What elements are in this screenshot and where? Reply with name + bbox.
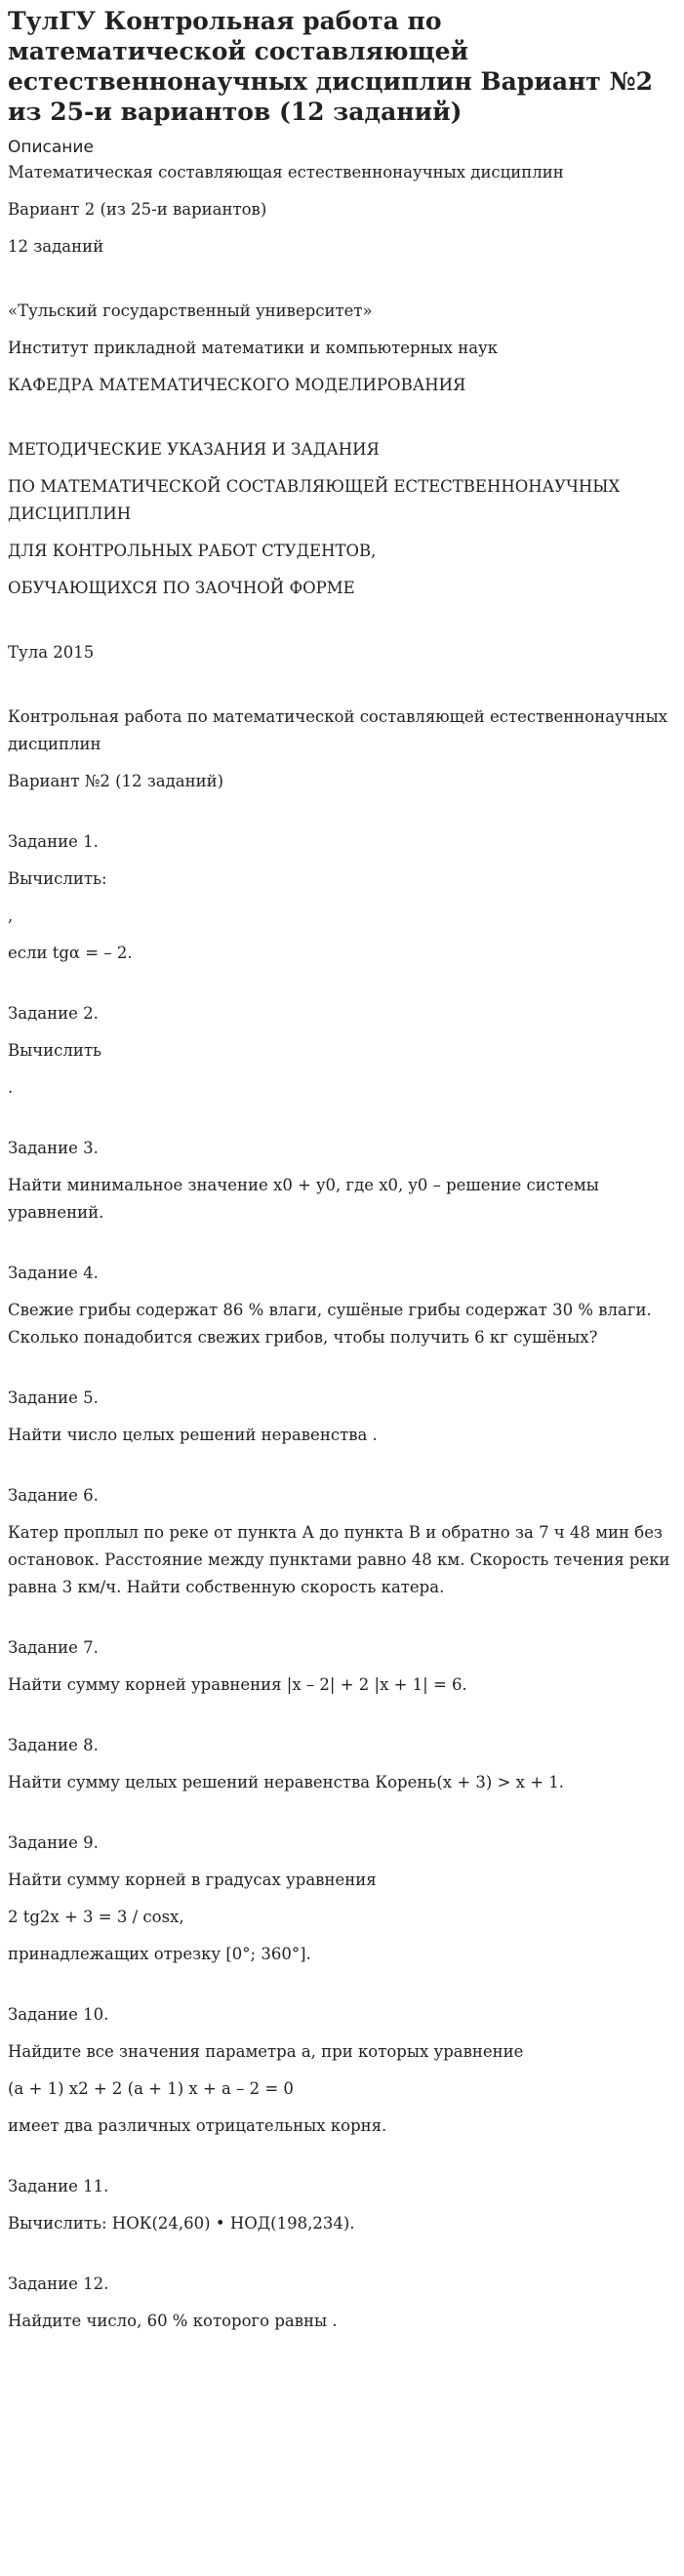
task-section (8, 1634, 676, 1699)
task-text: Найти сумму целых решений неравенства Корень(x + 3) > x + 1. (8, 1773, 565, 1791)
task-heading: Задание 10. (8, 2005, 109, 2024)
task-section (8, 1135, 676, 1227)
task-section (8, 1732, 676, 1796)
task-heading: Задание 9. (8, 1833, 99, 1852)
cover-heading-1: МЕТОДИЧЕСКИЕ УКАЗАНИЯ И ЗАДАНИЯ (8, 440, 380, 459)
task-text: принадлежащих отрезку [0°; 360°]. (8, 1945, 311, 1963)
task-heading: Задание 2. (8, 1004, 99, 1023)
task-text: (a + 1) x2 + 2 (a + 1) x + a – 2 = 0 (8, 2079, 294, 2098)
task-text: имеет два различных отрицательных корня. (8, 2116, 387, 2135)
work-title: Контрольная работа по математической составляющей естественнонаучных дисциплин (8, 707, 668, 753)
page-title: ТулГУ Контрольная работа по математической составляющей естественнонаучных дисциплин Вариант №2 из 25-и вариантов (12 заданий) (8, 7, 654, 126)
task-heading: Задание 11. (8, 2177, 109, 2195)
task-text: Свежие грибы содержат 86 % влаги, сушёные грибы содержат 30 % влаги. Сколько понадобится свежих грибов, чтобы получить 6 кг сушёных? (8, 1301, 652, 1347)
task-heading: Задание 12. (8, 2274, 109, 2293)
intro-subject: Математическая составляющая естественнонаучных дисциплин (8, 163, 564, 181)
task-heading: Задание 6. (8, 1486, 99, 1505)
description-label: Описание (8, 138, 94, 157)
task-text: , (8, 906, 14, 925)
document (8, 6, 676, 2335)
task-section (8, 2173, 676, 2237)
task-heading: Задание 7. (8, 1638, 99, 1657)
task-text: Найдите все значения параметра a, при которых уравнение (8, 2042, 524, 2061)
work-variant: Вариант №2 (12 заданий) (8, 772, 224, 790)
cover-city-year: Тула 2015 (8, 643, 95, 662)
task-text: . (8, 1078, 14, 1097)
task-section (8, 1000, 676, 1102)
task-text: Катер проплыл по реке от пункта А до пункта В и обратно за 7 ч 48 мин без остановок. Расстояние между пунктами равно 48 км. Скорость течения реки равна 3 км/ч. Найти собственную скорость катера. (8, 1523, 670, 1596)
task-text: Вычислить (8, 1041, 101, 1060)
task-heading: Задание 8. (8, 1736, 99, 1754)
task-text: Найти сумму корней уравнения |x – 2| + 2 |x + 1| = 6. (8, 1675, 467, 1694)
task-section (8, 2001, 676, 2140)
cover-institute: Институт прикладной математики и компьютерных наук (8, 339, 499, 357)
cover-heading-3: ДЛЯ КОНТРОЛЬНЫХ РАБОТ СТУДЕНТОВ, (8, 542, 377, 560)
task-text: Найти число целых решений неравенства . (8, 1426, 378, 1444)
task-heading: Задание 5. (8, 1389, 99, 1407)
task-text: 2 tg2x + 3 = 3 / cosx, (8, 1908, 184, 1926)
task-section (8, 828, 676, 967)
task-text: Найти сумму корней в градусах уравнения (8, 1871, 377, 1889)
task-section (8, 1830, 676, 1968)
task-heading: Задание 1. (8, 832, 99, 851)
task-text: Вычислить: (8, 869, 107, 888)
intro-task-count: 12 заданий (8, 237, 104, 256)
cover-heading-2: ПО МАТЕМАТИЧЕСКОЙ СОСТАВЛЯЮЩЕЙ ЕСТЕСТВЕННОНАУЧНЫХ ДИСЦИПЛИН (8, 477, 621, 523)
task-text: если tgα = – 2. (8, 944, 133, 962)
task-heading: Задание 3. (8, 1139, 99, 1157)
task-list (8, 795, 676, 2335)
task-section (8, 1385, 676, 1449)
intro-variant: Вариант 2 (из 25-и вариантов) (8, 200, 267, 219)
cover-department: КАФЕДРА МАТЕМАТИЧЕСКОГО МОДЕЛИРОВАНИЯ (8, 376, 466, 394)
task-heading: Задание 4. (8, 1264, 99, 1282)
task-section (8, 2271, 676, 2335)
cover-heading-4: ОБУЧАЮЩИХСЯ ПО ЗАОЧНОЙ ФОРМЕ (8, 579, 355, 597)
task-text: Вычислить: НОК(24,60) • НОД(198,234). (8, 2214, 355, 2233)
task-text: Найдите число, 60 % которого равны . (8, 2312, 338, 2330)
cover-university: «Тульский государственный университет» (8, 302, 373, 320)
task-section (8, 1260, 676, 1351)
task-section (8, 1482, 676, 1601)
task-text: Найти минимальное значение x0 + y0, где x0, y0 – решение системы уравнений. (8, 1176, 599, 1222)
